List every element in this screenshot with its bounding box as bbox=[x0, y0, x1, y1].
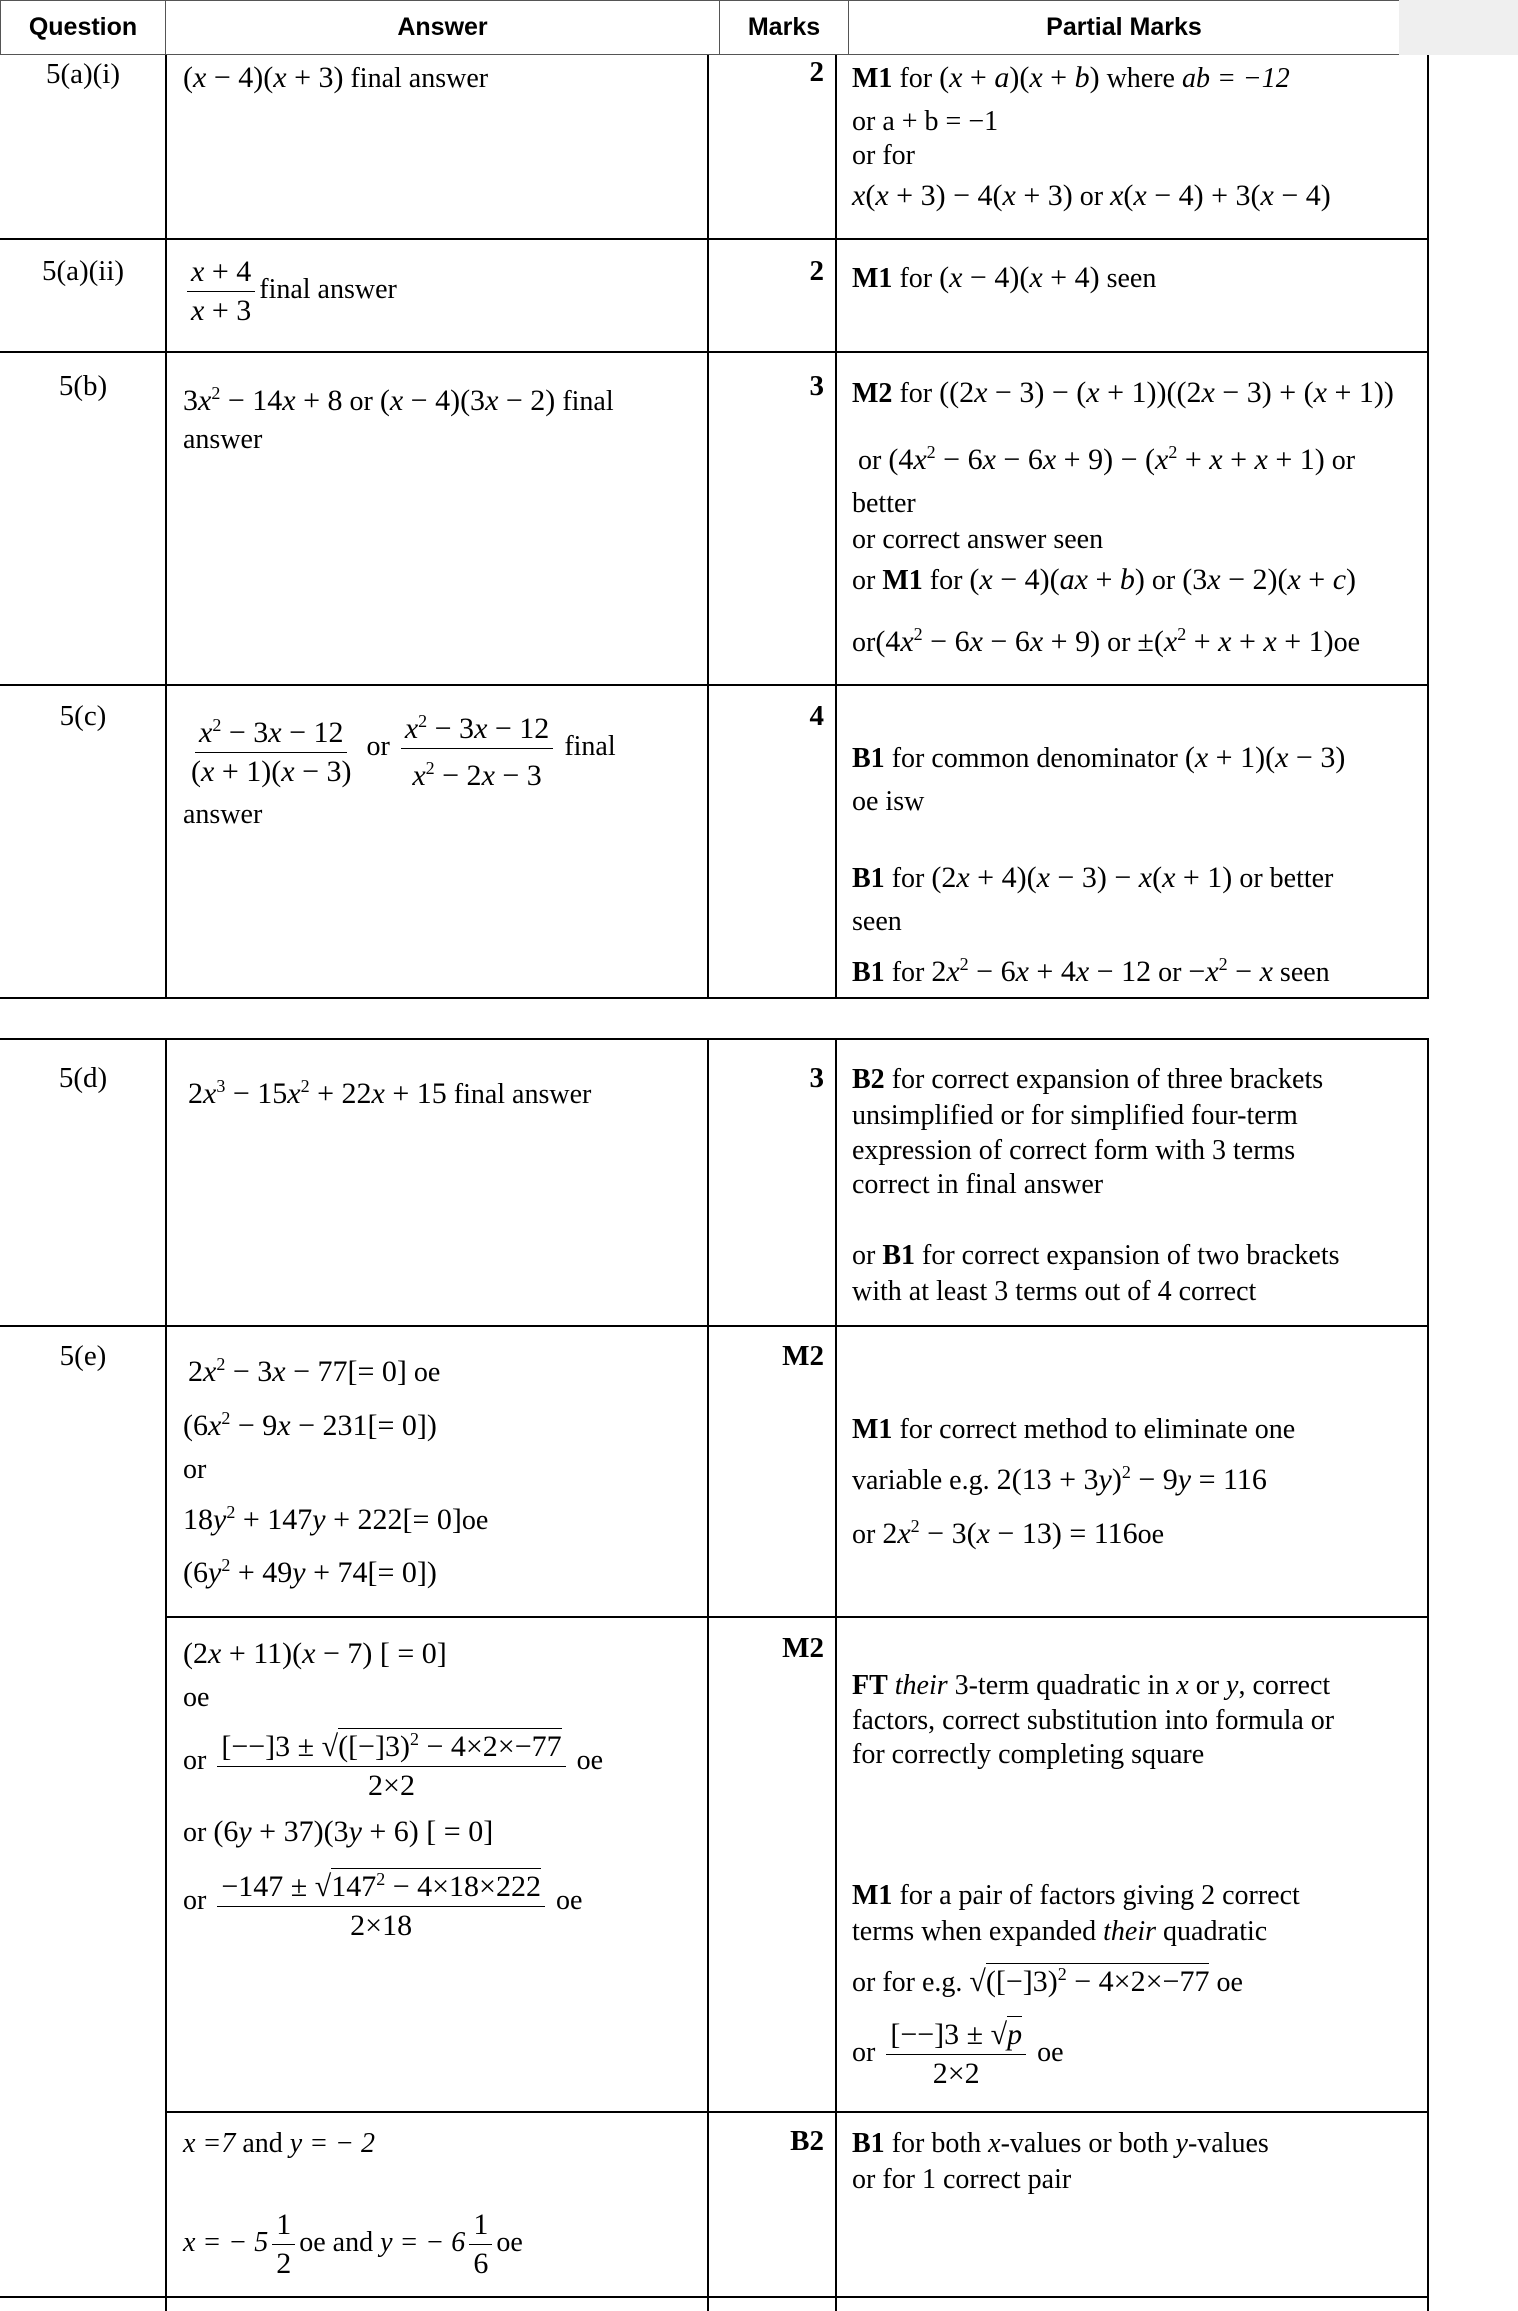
answer-5d: $2x^3 - 15x^2 + 22x + 15$ final answer bbox=[188, 1076, 592, 1110]
partial-5b-line4: or correct answer seen bbox=[852, 524, 1104, 555]
partial-5d-line4: correct in final answer bbox=[852, 1169, 1104, 1200]
answer-5b-line1: $3x^2 - 14x + 8$ or (x − 4)(3x − 2) final bbox=[183, 383, 614, 417]
partial-5c-line5: B1 for $2x^2 - 6x + 4x - 12$ or $-x^2 - x$ seen bbox=[852, 954, 1330, 988]
partial-5b-line3: better bbox=[852, 488, 916, 519]
question-number: 5(a)(ii) bbox=[41, 255, 125, 287]
answer-5ai: (x − 4)(x + 3) final answer bbox=[183, 61, 489, 94]
answer-5e-line4: $18y^2 + 147y + 222[= 0]oe$ bbox=[183, 1502, 489, 1536]
partial-5c-line3: B1 for (2x + 4)(x − 3) − x(x + 1) or better bbox=[852, 861, 1334, 894]
partial-5d-line1: B2 for correct expansion of three brackets bbox=[852, 1064, 1324, 1095]
partial-5aii: M1 for (x − 4)(x + 4) seen bbox=[852, 261, 1157, 294]
answer-5e3-line2: x = − 5 $\frac{1}{2}$ oe and y = − 6 $\frac{1}{6}$ oe bbox=[183, 2208, 523, 2280]
partial-5e1-line1: M1 for correct method to eliminate one bbox=[852, 1414, 1296, 1445]
col-divider bbox=[835, 1038, 837, 2311]
answer-5e2-line5: or $\frac{-147 \pm √147^2 - 4\times 18\times 222}{2\times 18}$ oe bbox=[183, 1862, 582, 1943]
partial-5c-line4: seen bbox=[852, 906, 902, 937]
question-number: 5(b) bbox=[58, 370, 108, 402]
header-marks: Marks bbox=[719, 0, 849, 55]
partial-5b-line5: or M1 for (x − 4)(ax + b) or (3x − 2)(x + c) bbox=[852, 563, 1357, 596]
answer-5c-line2: answer bbox=[183, 799, 263, 830]
question-number: 5(e) bbox=[59, 1340, 107, 1372]
partial-5d-line6: with at least 3 terms out of 4 correct bbox=[852, 1276, 1257, 1307]
partial-5e2-line5: terms when expanded their quadratic bbox=[852, 1916, 1268, 1947]
answer-5e2-line3: or $\frac{[--]3 \pm √([-]3)^2 - 4\times 2\times-77}{2\times 2}$ oe bbox=[183, 1722, 603, 1803]
partial-5e2-line6: or for e.g. $√([-]3)^2 - 4\times 2\times-77$ oe bbox=[852, 1964, 1243, 1998]
header-answer: Answer bbox=[165, 0, 720, 55]
partial-5d-line2: unsimplified or for simplified four-term bbox=[852, 1100, 1298, 1131]
partial-5e2-line7: or $\frac{[--]3 \pm √p}{2\times 2}$ oe bbox=[852, 2018, 1064, 2090]
row-divider bbox=[0, 2296, 1429, 2298]
partial-5e1-line2: variable e.g. $2(13 + 3y)^2 - 9y = 116$ bbox=[852, 1462, 1267, 1496]
partial-5b-line2: or $(4x^2 - 6x - 6x + 9) - (x^2 + x + x + 1)$ or bbox=[858, 442, 1356, 476]
row-divider bbox=[165, 1616, 1429, 1618]
col-divider bbox=[835, 55, 837, 998]
partial-5c-line1: B1 for common denominator (x + 1)(x − 3) bbox=[852, 741, 1346, 774]
answer-5e2-line4: or (6y + 37)(3y + 6) [ = 0] bbox=[183, 1815, 494, 1848]
answer-5e2-line2: oe bbox=[183, 1682, 210, 1713]
row-divider bbox=[0, 997, 1429, 999]
partial-5ai-line4: x(x + 3) − 4(x + 3) or x(x − 4) + 3(x − 4) bbox=[852, 179, 1331, 212]
partial-5ai-line3: or for bbox=[852, 140, 915, 171]
answer-5e-line1: $2x^2 - 3x - 77[= 0]$ oe bbox=[188, 1354, 441, 1388]
partial-5e2-line3: for correctly completing square bbox=[852, 1739, 1205, 1770]
marks-5ai: 2 bbox=[809, 56, 824, 88]
col-divider bbox=[165, 55, 167, 998]
row-divider bbox=[0, 684, 1429, 686]
partial-5e2-line4: M1 for a pair of factors giving 2 correct bbox=[852, 1880, 1300, 1911]
partial-5e1-line3: or $2x^2 - 3(x - 13) = 116oe$ bbox=[852, 1516, 1165, 1550]
row-divider bbox=[0, 1038, 1429, 1040]
partial-5ai-line2: or a + b = −1 bbox=[852, 106, 999, 137]
col-divider bbox=[1427, 55, 1429, 998]
answer-5e-line3: or bbox=[183, 1454, 207, 1485]
col-divider bbox=[707, 55, 709, 998]
partial-5c-line2: oe isw bbox=[852, 786, 925, 817]
partial-5e2-line1: FT their 3-term quadratic in x or y, correct bbox=[852, 1670, 1331, 1701]
marks-5b: 3 bbox=[809, 370, 824, 402]
partial-5d-line5: or B1 for correct expansion of two brackets bbox=[852, 1240, 1340, 1271]
header-fill bbox=[1399, 0, 1518, 55]
marks-5e-1: M2 bbox=[782, 1340, 824, 1372]
row-divider bbox=[165, 2111, 1429, 2113]
answer-5aii: $\frac{x + 4}{x + 3}$ final answer bbox=[183, 255, 397, 328]
header-question: Question bbox=[0, 0, 166, 55]
partial-5ai-line1: M1 for (x + a)(x + b) where ab = −12 bbox=[852, 61, 1290, 94]
col-divider bbox=[165, 1038, 167, 2311]
answer-5e-line2: $(6x^2 - 9x - 231[= 0])$ bbox=[183, 1408, 437, 1442]
marks-5e-2: M2 bbox=[782, 1632, 824, 1664]
marks-5e-3: B2 bbox=[790, 2125, 824, 2157]
question-number: 5(d) bbox=[58, 1062, 108, 1094]
partial-5e3-line2: or for 1 correct pair bbox=[852, 2164, 1072, 2195]
answer-5e-line5: $(6y^2 + 49y + 74[= 0])$ bbox=[183, 1555, 437, 1589]
row-divider bbox=[0, 1325, 1429, 1327]
answer-5c-line1: $\frac{x^2 - 3x - 12}{(x + 1)(x - 3)}$ or $\frac{x^2 - 3x - 12}{x^2 - 2x - 3}$ final bbox=[183, 704, 616, 793]
marks-5aii: 2 bbox=[809, 255, 824, 287]
question-number: 5(c) bbox=[59, 700, 107, 732]
header-partial-marks: Partial Marks bbox=[848, 0, 1400, 55]
marks-5d: 3 bbox=[809, 1062, 824, 1094]
marks-5c: 4 bbox=[809, 700, 824, 732]
partial-5b-line1: M2 for ((2x − 3) − (x + 1))((2x − 3) + (x + 1)) bbox=[852, 376, 1394, 409]
partial-5b-line6: $or(4x^2 - 6x - 6x + 9)$ or $\pm(x^2 + x + x + 1)oe$ bbox=[852, 624, 1361, 658]
question-number: 5(a)(i) bbox=[45, 58, 121, 90]
partial-5e2-line2: factors, correct substitution into formula or bbox=[852, 1705, 1335, 1736]
col-divider bbox=[707, 1038, 709, 2311]
col-divider bbox=[1427, 1038, 1429, 2311]
partial-5e3-line1: B1 for both x-values or both y-values bbox=[852, 2128, 1269, 2159]
row-divider bbox=[0, 238, 1429, 240]
answer-5e2-line1: (2x + 11)(x − 7) [ = 0] bbox=[183, 1637, 447, 1670]
answer-5b-line2: answer bbox=[183, 424, 263, 455]
partial-5d-line3: expression of correct form with 3 terms bbox=[852, 1135, 1296, 1166]
answer-5e3-line1: x =7 and y = − 2 bbox=[183, 2128, 375, 2159]
row-divider bbox=[0, 351, 1429, 353]
